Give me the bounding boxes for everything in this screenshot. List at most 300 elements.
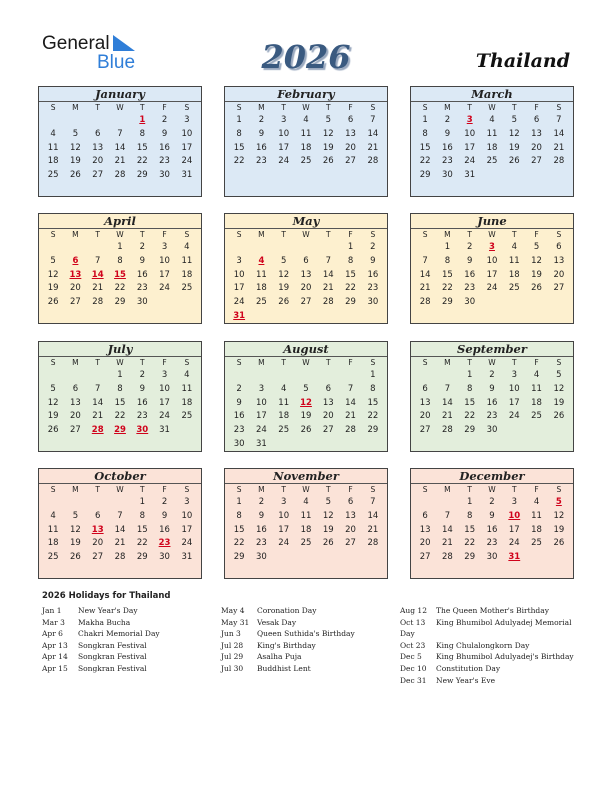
day-cell: 16 [136,397,148,408]
empty-day [64,369,86,383]
weekday-label: T [325,103,331,112]
weekday-label: S [50,230,56,239]
day-cell: 9 [258,510,265,521]
day-cell: 20 [92,156,104,167]
day-cell: 5 [325,497,331,507]
holiday-name: Asalha Puja [257,652,302,662]
holiday-name: Songkran Festival [78,652,147,662]
day-cell: 26 [70,170,81,181]
day-cell: 4 [303,497,309,507]
day-cell: 13 [531,128,542,139]
month-name: April [39,214,201,229]
day-cell: 20 [70,411,81,422]
day-cell: 25 [508,283,520,294]
day-cell: 15 [464,524,476,535]
day-cell: 21 [367,524,379,535]
weekday-label: S [184,103,190,112]
holiday-day: 1 [139,115,146,125]
day-cell: 29 [442,297,453,308]
weekday-label: F [162,358,167,367]
day-cell: 11 [486,128,498,139]
day-cell: 5 [303,383,309,394]
holiday-name: New Year's Eve [436,675,496,685]
month-name: December [411,469,573,484]
day-cell: 11 [531,383,542,394]
day-cell: 2 [161,115,168,125]
weekday-label: W [488,103,496,112]
country-name: Thailand [475,50,570,72]
holiday-date: Oct 13 [400,617,426,627]
holiday-day: 14 [91,269,104,280]
day-cell: 1 [422,115,428,125]
weekday-label: W [116,358,124,367]
day-grid [225,102,387,169]
day-cell: 17 [233,283,245,294]
weekday-label: T [467,485,472,494]
day-cell: 17 [256,411,267,422]
month-name: January [39,87,201,102]
holiday-day: 15 [114,269,126,280]
weekday-label: S [184,230,190,239]
holiday-entry [42,605,217,617]
day-cell: 10 [278,510,290,521]
day-cell: 21 [92,411,104,422]
day-cell: 23 [233,425,245,436]
day-cell: 4 [50,128,56,139]
day-cell: 23 [256,538,267,549]
holiday-name: Vesak Day [257,617,297,627]
holiday-name: King Bhumibol Adulyadej Memorial Day [400,617,572,639]
day-cell: 19 [70,538,81,549]
day-cell: 2 [236,383,242,394]
holiday-name: King's Birthday [257,640,316,650]
holiday-date: Jan 1 [42,606,62,615]
day-cell: 14 [442,524,453,535]
day-cell: 17 [159,269,170,280]
holiday-entry [400,675,575,687]
empty-day [87,114,109,128]
day-cell: 29 [419,170,431,181]
day-cell: 21 [322,283,334,294]
day-cell: 15 [367,397,379,408]
day-cell: 15 [136,524,148,535]
day-cell: 14 [367,128,379,139]
weekday-label: T [95,358,100,367]
day-cell: 14 [442,397,453,408]
day-cell: 10 [233,269,245,280]
weekday-label: T [511,230,517,239]
month-august [224,341,388,452]
holiday-day: 12 [300,397,312,408]
day-cell: 11 [531,510,542,521]
weekday-label: T [139,230,145,239]
empty-day [414,369,436,383]
weekday-label: F [162,230,167,239]
day-cell: 25 [47,552,59,563]
day-cell: 22 [233,538,245,549]
day-cell: 28 [345,425,356,436]
day-cell: 31 [181,170,193,181]
day-cell: 10 [159,383,170,394]
holiday-entry [42,651,217,663]
day-cell: 15 [136,142,148,153]
holidays-title: 2026 Holidays for Thailand [42,591,171,601]
weekday-label: M [444,103,451,112]
holiday-column [221,605,396,675]
day-cell: 9 [236,397,242,408]
month-november [224,468,388,579]
day-cell: 28 [367,156,379,167]
day-cell: 8 [466,383,473,394]
day-cell: 8 [236,128,242,139]
day-cell: 22 [136,156,148,167]
day-cell: 1 [466,370,473,380]
day-cell: 3 [258,383,265,394]
weekday-label: T [139,485,145,494]
day-cell: 25 [531,411,542,422]
month-january [38,86,202,197]
holiday-date: Oct 23 [400,640,426,650]
holiday-name: Buddhist Lent [257,663,311,673]
day-cell: 27 [70,297,81,308]
day-cell: 5 [325,115,331,125]
day-cell: 11 [300,128,312,139]
weekday-label: S [50,485,56,494]
day-cell: 21 [114,538,126,549]
day-cell: 9 [489,383,495,394]
day-cell: 8 [347,255,354,266]
holiday-entry [221,640,396,652]
day-cell: 22 [114,283,126,294]
day-cell: 23 [442,156,453,167]
month-april [38,213,202,324]
day-cell: 23 [486,538,498,549]
day-cell: 9 [258,128,265,139]
day-cell: 30 [367,297,379,308]
day-cell: 19 [300,411,312,422]
weekday-label: S [370,358,376,367]
holiday-date: Apr 6 [42,629,63,639]
day-cell: 18 [47,156,59,167]
day-grid [411,229,573,310]
day-cell: 22 [442,283,453,294]
weekday-label: T [325,358,331,367]
day-cell: 20 [419,538,431,549]
holiday-name: The Queen Mother's Birthday [436,606,549,615]
day-cell: 12 [531,255,542,266]
day-cell: 4 [184,370,190,380]
weekday-label: T [511,485,517,494]
day-cell: 18 [181,397,193,408]
weekday-label: F [534,358,539,367]
weekday-label: F [534,485,539,494]
day-cell: 22 [233,156,245,167]
weekday-label: F [348,230,353,239]
day-cell: 25 [181,283,193,294]
month-name: November [225,469,387,484]
weekday-label: W [116,485,124,494]
empty-day [436,496,458,510]
day-cell: 30 [464,297,476,308]
day-cell: 3 [280,497,287,507]
holiday-date: Aug 12 [400,606,427,615]
day-cell: 13 [419,397,431,408]
day-cell: 18 [508,269,520,280]
empty-day [250,369,272,383]
weekday-label: S [556,485,562,494]
day-cell: 13 [419,524,431,535]
holiday-date: Jul 30 [221,663,244,673]
day-cell: 1 [347,242,354,252]
day-cell: 30 [136,297,148,308]
holiday-entry [42,640,217,652]
holiday-entry [221,605,396,617]
day-cell: 25 [278,425,290,436]
day-grid [39,102,201,183]
day-cell: 29 [136,552,148,563]
empty-day [42,369,64,383]
empty-day [42,114,64,128]
day-cell: 14 [345,397,356,408]
day-cell: 16 [367,269,379,280]
day-cell: 29 [367,425,379,436]
day-cell: 6 [347,115,354,125]
day-cell: 10 [278,128,290,139]
weekday-label: T [325,230,331,239]
empty-day [64,496,86,510]
holiday-date: Jul 28 [221,640,244,650]
day-cell: 29 [114,297,126,308]
day-cell: 5 [280,255,287,266]
month-june [410,213,574,324]
holiday-day: 28 [91,425,104,436]
day-cell: 19 [531,269,542,280]
holiday-entry [42,617,217,629]
day-cell: 17 [508,397,520,408]
weekday-label: M [258,103,265,112]
day-cell: 5 [72,128,79,139]
day-cell: 7 [556,115,562,125]
day-cell: 25 [486,156,498,167]
empty-day [273,369,295,383]
day-cell: 17 [181,524,193,535]
day-cell: 12 [47,397,59,408]
day-cell: 4 [533,370,540,380]
day-cell: 22 [419,156,431,167]
day-cell: 8 [236,510,242,521]
day-cell: 3 [161,242,168,252]
day-cell: 25 [47,170,59,181]
weekday-label: T [281,230,286,239]
empty-day [414,241,436,255]
weekday-label: T [281,485,286,494]
day-cell: 24 [508,411,520,422]
day-cell: 2 [161,497,168,507]
day-cell: 8 [444,255,451,266]
empty-day [42,496,64,510]
empty-day [228,241,250,255]
weekday-label: F [348,485,353,494]
day-cell: 8 [139,128,145,139]
weekday-label: S [370,230,376,239]
day-cell: 31 [256,438,267,449]
weekday-label: S [556,358,562,367]
day-grid [39,484,201,565]
day-cell: 27 [419,425,431,436]
weekday-label: W [116,103,124,112]
month-name: March [411,87,573,102]
holiday-entry [400,617,575,640]
empty-day [42,241,64,255]
day-cell: 12 [70,524,81,535]
holiday-name: King Bhumibol Adulyadej's Birthday [436,652,574,662]
empty-day [87,241,109,255]
weekday-label: T [467,358,472,367]
day-cell: 11 [181,383,193,394]
weekday-label: M [444,358,451,367]
month-name: August [225,342,387,357]
day-cell: 21 [367,142,379,153]
day-cell: 27 [419,552,431,563]
holiday-name: Songkran Festival [78,663,147,673]
empty-day [317,241,339,255]
day-cell: 29 [345,297,356,308]
day-cell: 15 [114,397,126,408]
day-cell: 14 [367,510,379,521]
day-cell: 18 [531,524,542,535]
day-cell: 19 [508,142,520,153]
day-cell: 23 [136,283,148,294]
weekday-label: F [162,103,167,112]
weekday-label: S [422,230,428,239]
day-cell: 4 [303,115,309,125]
day-cell: 30 [159,170,170,181]
day-cell: 24 [278,538,290,549]
day-cell: 2 [489,370,495,380]
month-march [410,86,574,197]
weekday-label: T [467,103,472,112]
day-cell: 7 [325,255,331,266]
day-cell: 3 [280,115,287,125]
holiday-name: King Chulalongkorn Day [436,640,530,650]
day-cell: 7 [94,255,101,266]
day-cell: 27 [531,156,542,167]
day-cell: 29 [464,425,476,436]
day-cell: 25 [300,156,312,167]
weekday-label: S [184,485,190,494]
month-name: June [411,214,573,229]
day-cell: 26 [553,538,565,549]
weekday-label: T [281,103,286,112]
day-cell: 24 [159,283,170,294]
day-cell: 27 [92,170,104,181]
empty-day [109,496,131,510]
weekday-label: S [556,103,562,112]
day-cell: 31 [159,425,170,436]
holiday-day: 5 [555,497,562,507]
day-cell: 1 [236,115,242,125]
day-cell: 8 [422,128,428,139]
day-cell: 28 [442,425,453,436]
holiday-date: Apr 14 [42,652,68,662]
holiday-entry [400,663,575,675]
day-cell: 24 [508,538,520,549]
empty-day [64,114,86,128]
holiday-date: Apr 15 [42,663,68,673]
month-september [410,341,574,452]
day-cell: 8 [139,510,145,521]
day-cell: 13 [345,128,356,139]
day-cell: 6 [72,383,79,394]
day-cell: 3 [511,370,517,380]
day-cell: 9 [466,255,473,266]
day-cell: 22 [345,283,356,294]
day-cell: 22 [367,411,379,422]
day-cell: 27 [553,283,565,294]
weekday-label: S [184,358,190,367]
empty-day [250,241,272,255]
day-cell: 15 [464,397,476,408]
empty-day [109,114,131,128]
day-cell: 28 [442,552,453,563]
empty-day [87,369,109,383]
weekday-label: F [348,358,353,367]
holiday-entry [400,651,575,663]
day-cell: 18 [256,283,267,294]
weekday-label: W [302,103,310,112]
weekday-label: T [95,230,100,239]
weekday-label: T [281,358,286,367]
weekday-label: S [556,230,562,239]
day-cell: 16 [464,269,476,280]
weekday-label: F [534,103,539,112]
day-cell: 30 [233,438,245,449]
day-cell: 3 [161,370,168,380]
day-cell: 24 [464,156,476,167]
day-cell: 4 [489,115,495,125]
day-cell: 11 [256,269,267,280]
day-cell: 26 [70,552,81,563]
day-cell: 1 [444,242,451,252]
month-name: May [225,214,387,229]
day-cell: 12 [47,269,59,280]
holiday-entry [42,663,217,675]
day-cell: 16 [486,397,498,408]
day-cell: 17 [159,397,170,408]
day-cell: 20 [531,142,542,153]
holiday-day: 4 [258,255,265,266]
weekday-label: S [50,358,56,367]
day-cell: 5 [50,383,56,394]
day-cell: 5 [72,510,79,521]
day-grid [225,357,387,452]
day-cell: 22 [464,538,476,549]
holiday-name: Chakri Memorial Day [78,629,160,639]
day-cell: 20 [345,142,356,153]
day-cell: 25 [531,538,542,549]
holiday-entry [400,640,575,652]
day-cell: 1 [466,497,473,507]
holiday-date: May 4 [221,606,245,615]
day-cell: 20 [92,538,104,549]
day-cell: 15 [419,142,431,153]
day-cell: 23 [486,411,498,422]
day-cell: 18 [486,142,498,153]
day-cell: 30 [486,552,498,563]
day-cell: 29 [136,170,148,181]
day-grid [411,102,573,183]
day-cell: 11 [47,142,59,153]
